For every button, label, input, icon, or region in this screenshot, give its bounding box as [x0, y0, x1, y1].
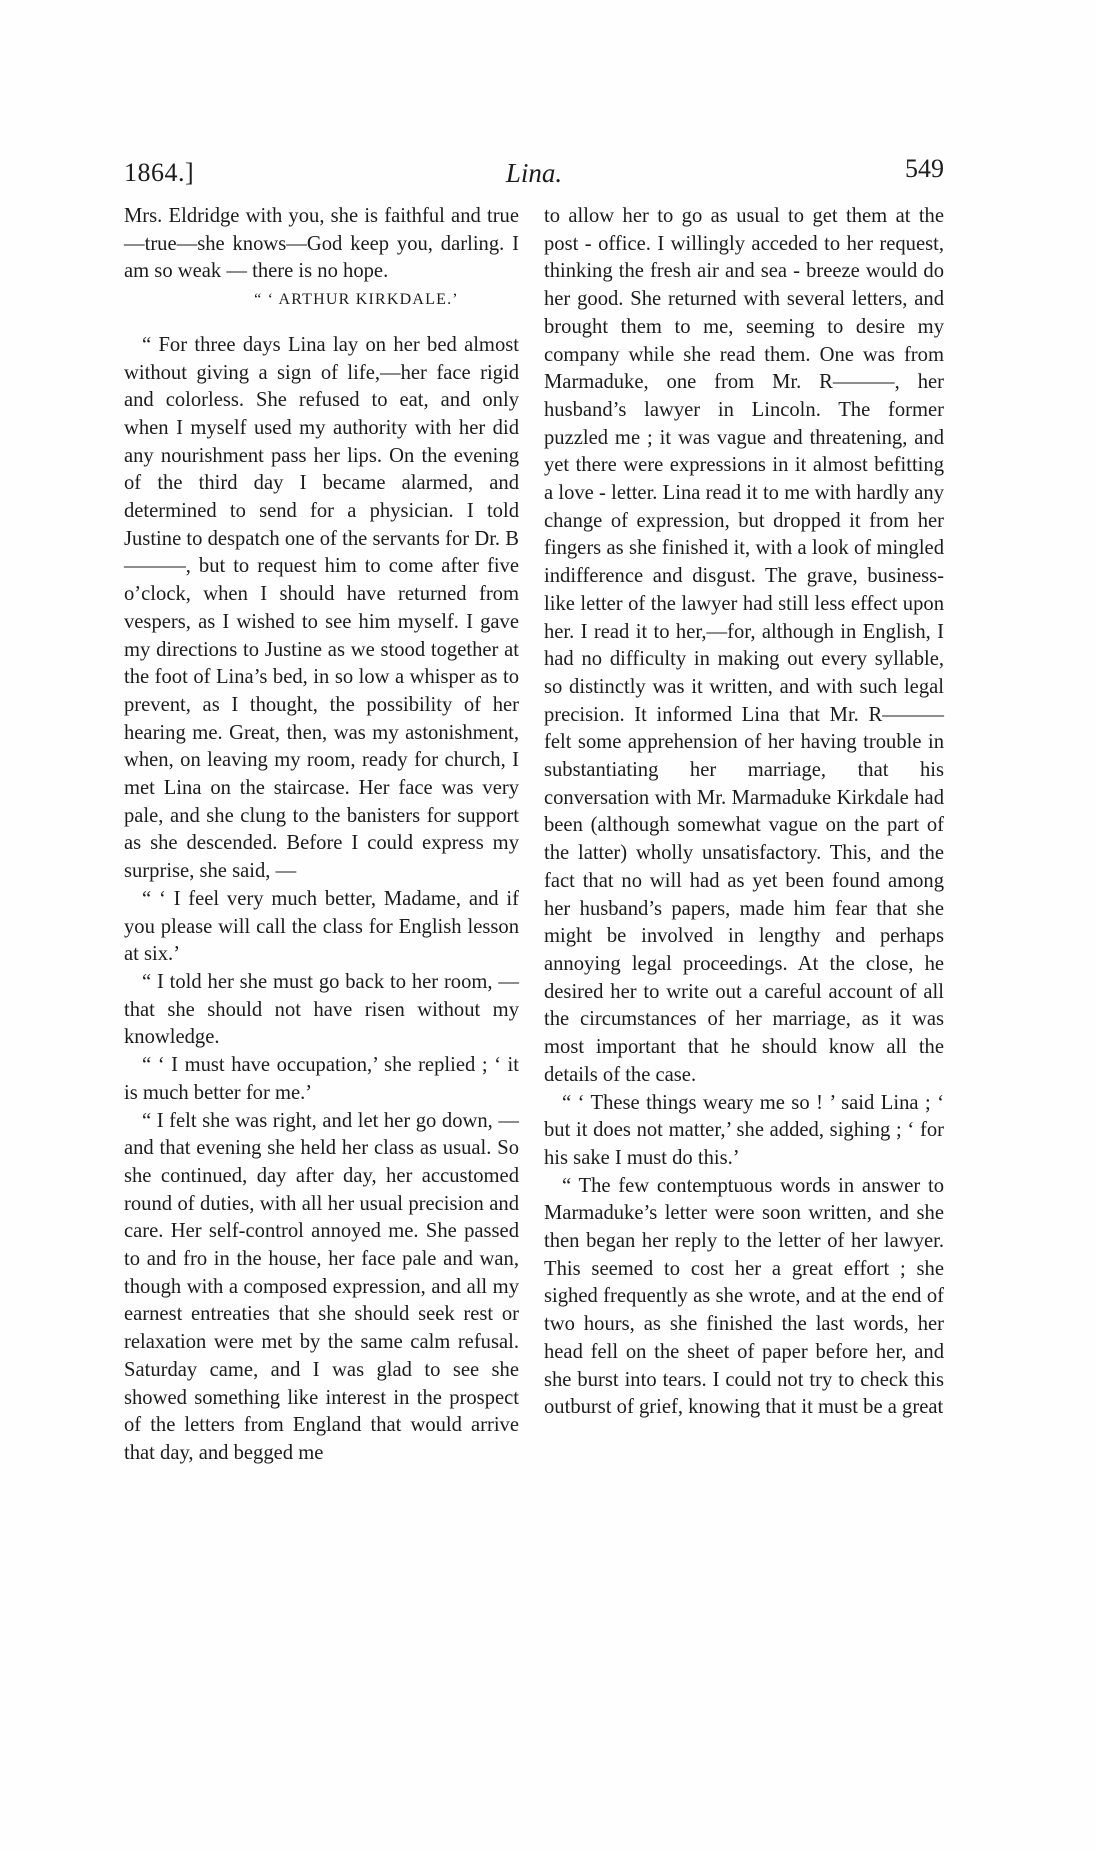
letter-signature: “ ‘ ARTHUR KIRKDALE.’ — [254, 291, 459, 309]
running-head — [124, 154, 944, 198]
paragraph: “ ‘ These things weary me so ! ’ said Lina ; ‘ but it does not matter,’ she added, sighing ; ‘ for his sake I must do this.’ — [544, 1091, 944, 1169]
page-number: 549 — [905, 154, 944, 183]
paragraph: to allow her to go as usual to get them at the post - office. I willingly acceded to her request, thinking the fresh air and sea - breeze would do her good. She returned with several letters, and brought them to me, seeming to desire my company while she read them. One was from Marmaduke, one from Mr. R———, her husband’s lawyer in Lincoln. The former puzzled me ; it was vague and threatening, and yet there were expressions in it almost befitting a love - letter. Lina read it to me with hardly any change of expression, but dropped it from her fingers as she finished it, with a look of mingled indifference and disgust. The grave, businesslike letter of the lawyer had still less effect upon her. I read it to her,—for, although in English, I had no difficulty in making out every syllable, so distinctly was it written, and with such legal precision. It informed Lina that Mr. R——— felt some apprehension of her having trouble in substantiating her marriage, that his conversation with Mr. Marmaduke Kirkdale had been (although somewhat vague on the part of the latter) wholly unsatisfactory. This, and the fact that no will had as yet been found among her husband’s papers, made him fear that she might be involved in lengthy and perhaps annoying legal proceedings. At the close, he desired her to write out a careful account of all the circumstances of her marriage, as it was most important that he should know all the details of the case. — [544, 205, 944, 1086]
paragraph: “ The few contemptuous words in answer to Marmaduke’s letter were soon written, and she then began her reply to the letter of her lawyer. This seemed to cost her a great effort ; she sighed frequently as she wrote, and at the end of two hours, as she finished the last words, her head fell on the sheet of paper before her, and she burst into tears. I could not try to check this outburst of grief, knowing that it must be a great — [544, 1174, 944, 1419]
paragraph: “ For three days Lina lay on her bed almost without giving a sign of life,—her face rigid and colorless. She refused to eat, and only when I myself used my authority with her did any nourishment pass her lips. On the evening of the third day I became alarmed, and determined to send for a physician. I told Justine to despatch one of the servants for Dr. B———, but to request him to come after five o’clock, when I should have returned from vespers, as I wished to see him myself. I gave my directions to Justine as we stood together at the foot of Lina’s bed, in so low a whisper as to prevent, as I thought, the possibility of her hearing me. Great, then, was my astonishment, when, on leaving my room, ready for church, I met Lina on the staircase. Her face was very pale, and she clung to the banisters for support as she descended. Before I could express my surprise, she said, — — [124, 333, 519, 883]
running-head-title: Lina. — [505, 158, 563, 188]
paragraph: “ ‘ I feel very much better, Madame, and if you please will call the class for English lesson at six.’ — [124, 887, 519, 966]
left-column — [124, 203, 519, 1468]
paragraph: Mrs. Eldridge with you, she is faithful and true—true—she knows—God keep you, darling. I am so weak — there is no hope. — [124, 205, 519, 283]
paragraph: “ ‘ I must have occupation,’ she replied ; ‘ it is much better for me.’ — [124, 1054, 519, 1104]
running-head-year: 1864.] — [124, 158, 195, 187]
paragraph: “ I told her she must go back to her room, — that she should not have risen without my knowledge. — [124, 970, 519, 1049]
paragraph: “ I felt she was right, and let her go down, — and that evening she held her class as usual. So she continued, day after day, her accustomed round of duties, with all her usual precision and care. Her self-control annoyed me. She passed to and fro in the house, her face pale and wan, though with a composed expression, and all my earnest entreaties that she should seek rest or relaxation were met by the same calm refusal. Saturday came, and I was glad to see she showed something like interest in the prospect of the letters from England that would arrive that day, and begged me — [124, 1109, 519, 1464]
right-column — [544, 203, 944, 1422]
